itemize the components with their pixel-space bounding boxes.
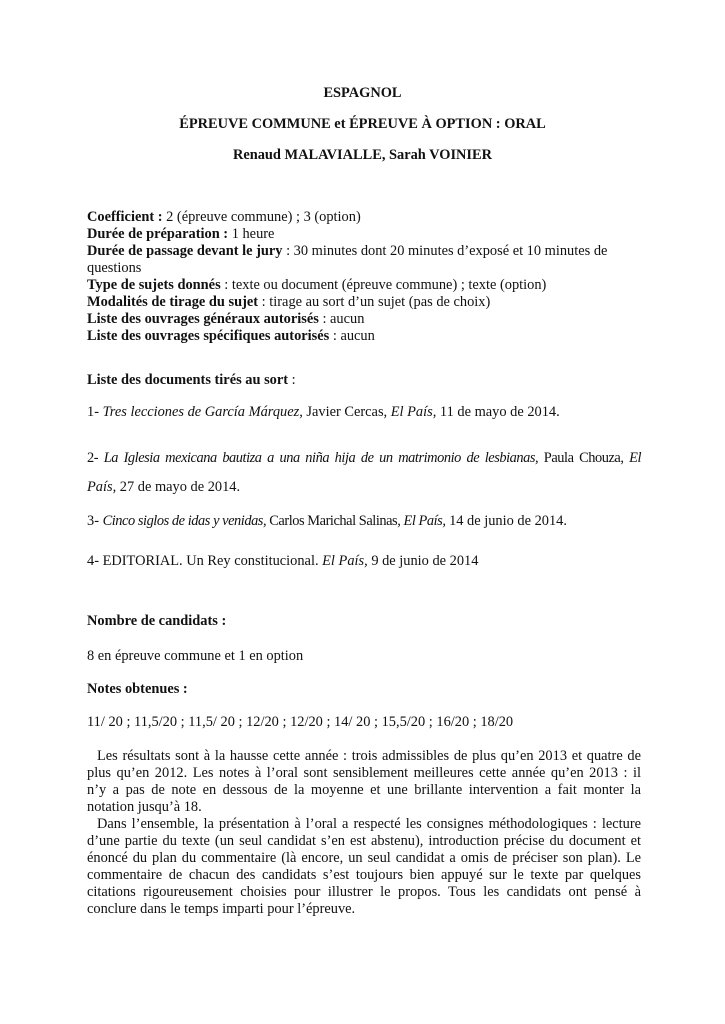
document-3-number: 3- [87,513,103,529]
coefficient-line [87,209,641,226]
commentary-p2-line-2: d’une partie du texte (un seul candidat s’en est abstenu), introduction précise du document et [87,833,641,849]
document-3-title: Cinco siglos de idas y venidas, [102,513,267,529]
specific-books-value: : aucun [329,328,375,344]
subject-type-label: Type de sujets donnés [87,277,221,293]
document-1-date: , 11 de mayo de 2014. [432,404,560,420]
document-2-continued [87,479,641,496]
commentary-p2-line-5: citations rigoureusement choisies pour illustrer le propos. Tous les candidats ont pensé à [87,884,641,900]
document-2-date: 27 de mayo de 2014. [116,479,241,495]
specific-books-label: Liste des ouvrages spécifiques autorisés [87,328,330,344]
coefficient-value: 2 (épreuve commune) ; 3 (option) [162,209,361,225]
grades-heading: Notes obtenues : [87,681,188,697]
draw-mode-value: : tirage au sort d’un sujet (pas de choix) [258,294,491,310]
subject-title: ESPAGNOL [323,85,402,101]
document-2-number: 2- [87,450,104,466]
grades-value: 11/ 20 ; 11,5/20 ; 11,5/ 20 ; 12/20 ; 12/20 ; 14/ 20 ; 15,5/20 ; 16/20 ; 18/20 [87,714,514,730]
document-3-paper: El País, [403,513,446,529]
general-books-value: : aucun [318,311,365,327]
preparation-line [87,226,641,243]
commentary-paragraph-1 [87,748,641,816]
document-4-title: 4- EDITORIAL. Un Rey constitucional. [87,553,323,569]
document-3 [87,513,641,530]
document-2-paper-continued: País, [87,479,117,495]
document-2-author: Paula Chouza, [538,450,630,466]
document-4-date: , 9 de junio de 2014 [364,553,479,569]
document-1-paper: El País [390,404,433,420]
document-2-title: La Iglesia mexicana bautiza a una niña hija de un matrimonio de lesbianas, [103,450,539,466]
document-1-author: , Javier Cercas, [299,404,391,420]
documents-heading-suffix: : [288,372,296,388]
general-books-line [87,311,641,328]
authors: Renaud MALAVIALLE, Sarah VOINIER [232,147,493,163]
document-4-paper: El País [322,553,365,569]
commentary-p2-line-6: conclure dans le temps imparti pour l’épreuve. [87,901,356,917]
documents-heading: Liste des documents tirés au sort [87,372,289,388]
commentary-p1-line-3: n’y a pas de note en dessous de la moyenne et une brillante intervention a fait monter la [87,782,641,798]
commentary-p1-line-4: notation jusqu’à 18. [87,799,202,815]
preparation-label: Durée de préparation : [87,226,229,242]
coefficient-label: Coefficient : [87,209,163,225]
subject-type-line [87,277,641,294]
passage-value: : 30 minutes dont 20 minutes d’exposé et 10 minutes de [282,243,608,259]
document-3-author: Carlos Marichal Salinas, [266,513,404,529]
document-2-paper: El [629,450,641,466]
exam-title: ÉPREUVE COMMUNE et ÉPREUVE À OPTION : ORAL [179,116,546,132]
document-2 [87,450,641,467]
commentary-p2-line-3: énoncé du plan du commentaire (là encore, un seul candidat a omis de préciser son plan). Le [87,850,641,866]
documents-heading-line [87,372,641,389]
general-books-label: Liste des ouvrages généraux autorisés [87,311,319,327]
draw-mode-label: Modalités de tirage du sujet [87,294,259,310]
commentary-p1-line-1: Les résultats sont à la hausse cette année : trois admissibles de plus qu’en 2013 et quatre de [97,748,641,764]
specific-books-line [87,328,641,345]
preparation-value: 1 heure [228,226,275,242]
passage-label: Durée de passage devant le jury [87,243,283,259]
subject-type-value: : texte ou document (épreuve commune) ; texte (option) [220,277,547,293]
document-3-date: 14 de junio de 2014. [445,513,567,529]
document-1-number: 1- [87,404,103,420]
document-1 [87,404,641,421]
passage-line [87,243,641,260]
candidates-value: 8 en épreuve commune et 1 en option [87,648,304,664]
document-4 [87,553,641,570]
passage-line-continued: questions [87,260,142,276]
commentary-p1-line-2: plus qu’en 2012. Les notes à l’oral sont sensiblement meilleures cette année qu’en 2013 : il [87,765,641,781]
draw-mode-line [87,294,641,311]
candidates-heading: Nombre de candidats : [87,613,227,629]
commentary-paragraph-2 [87,816,641,918]
commentary-p2-line-1: Dans l’ensemble, la présentation à l’oral a respecté les consignes méthodologiques : lecture [97,816,641,832]
document-1-title: Tres lecciones de García Márquez [102,404,300,420]
commentary-p2-line-4: commentaire de chacun des candidats s’est toujours bien appuyé sur le texte par quelques [87,867,641,883]
